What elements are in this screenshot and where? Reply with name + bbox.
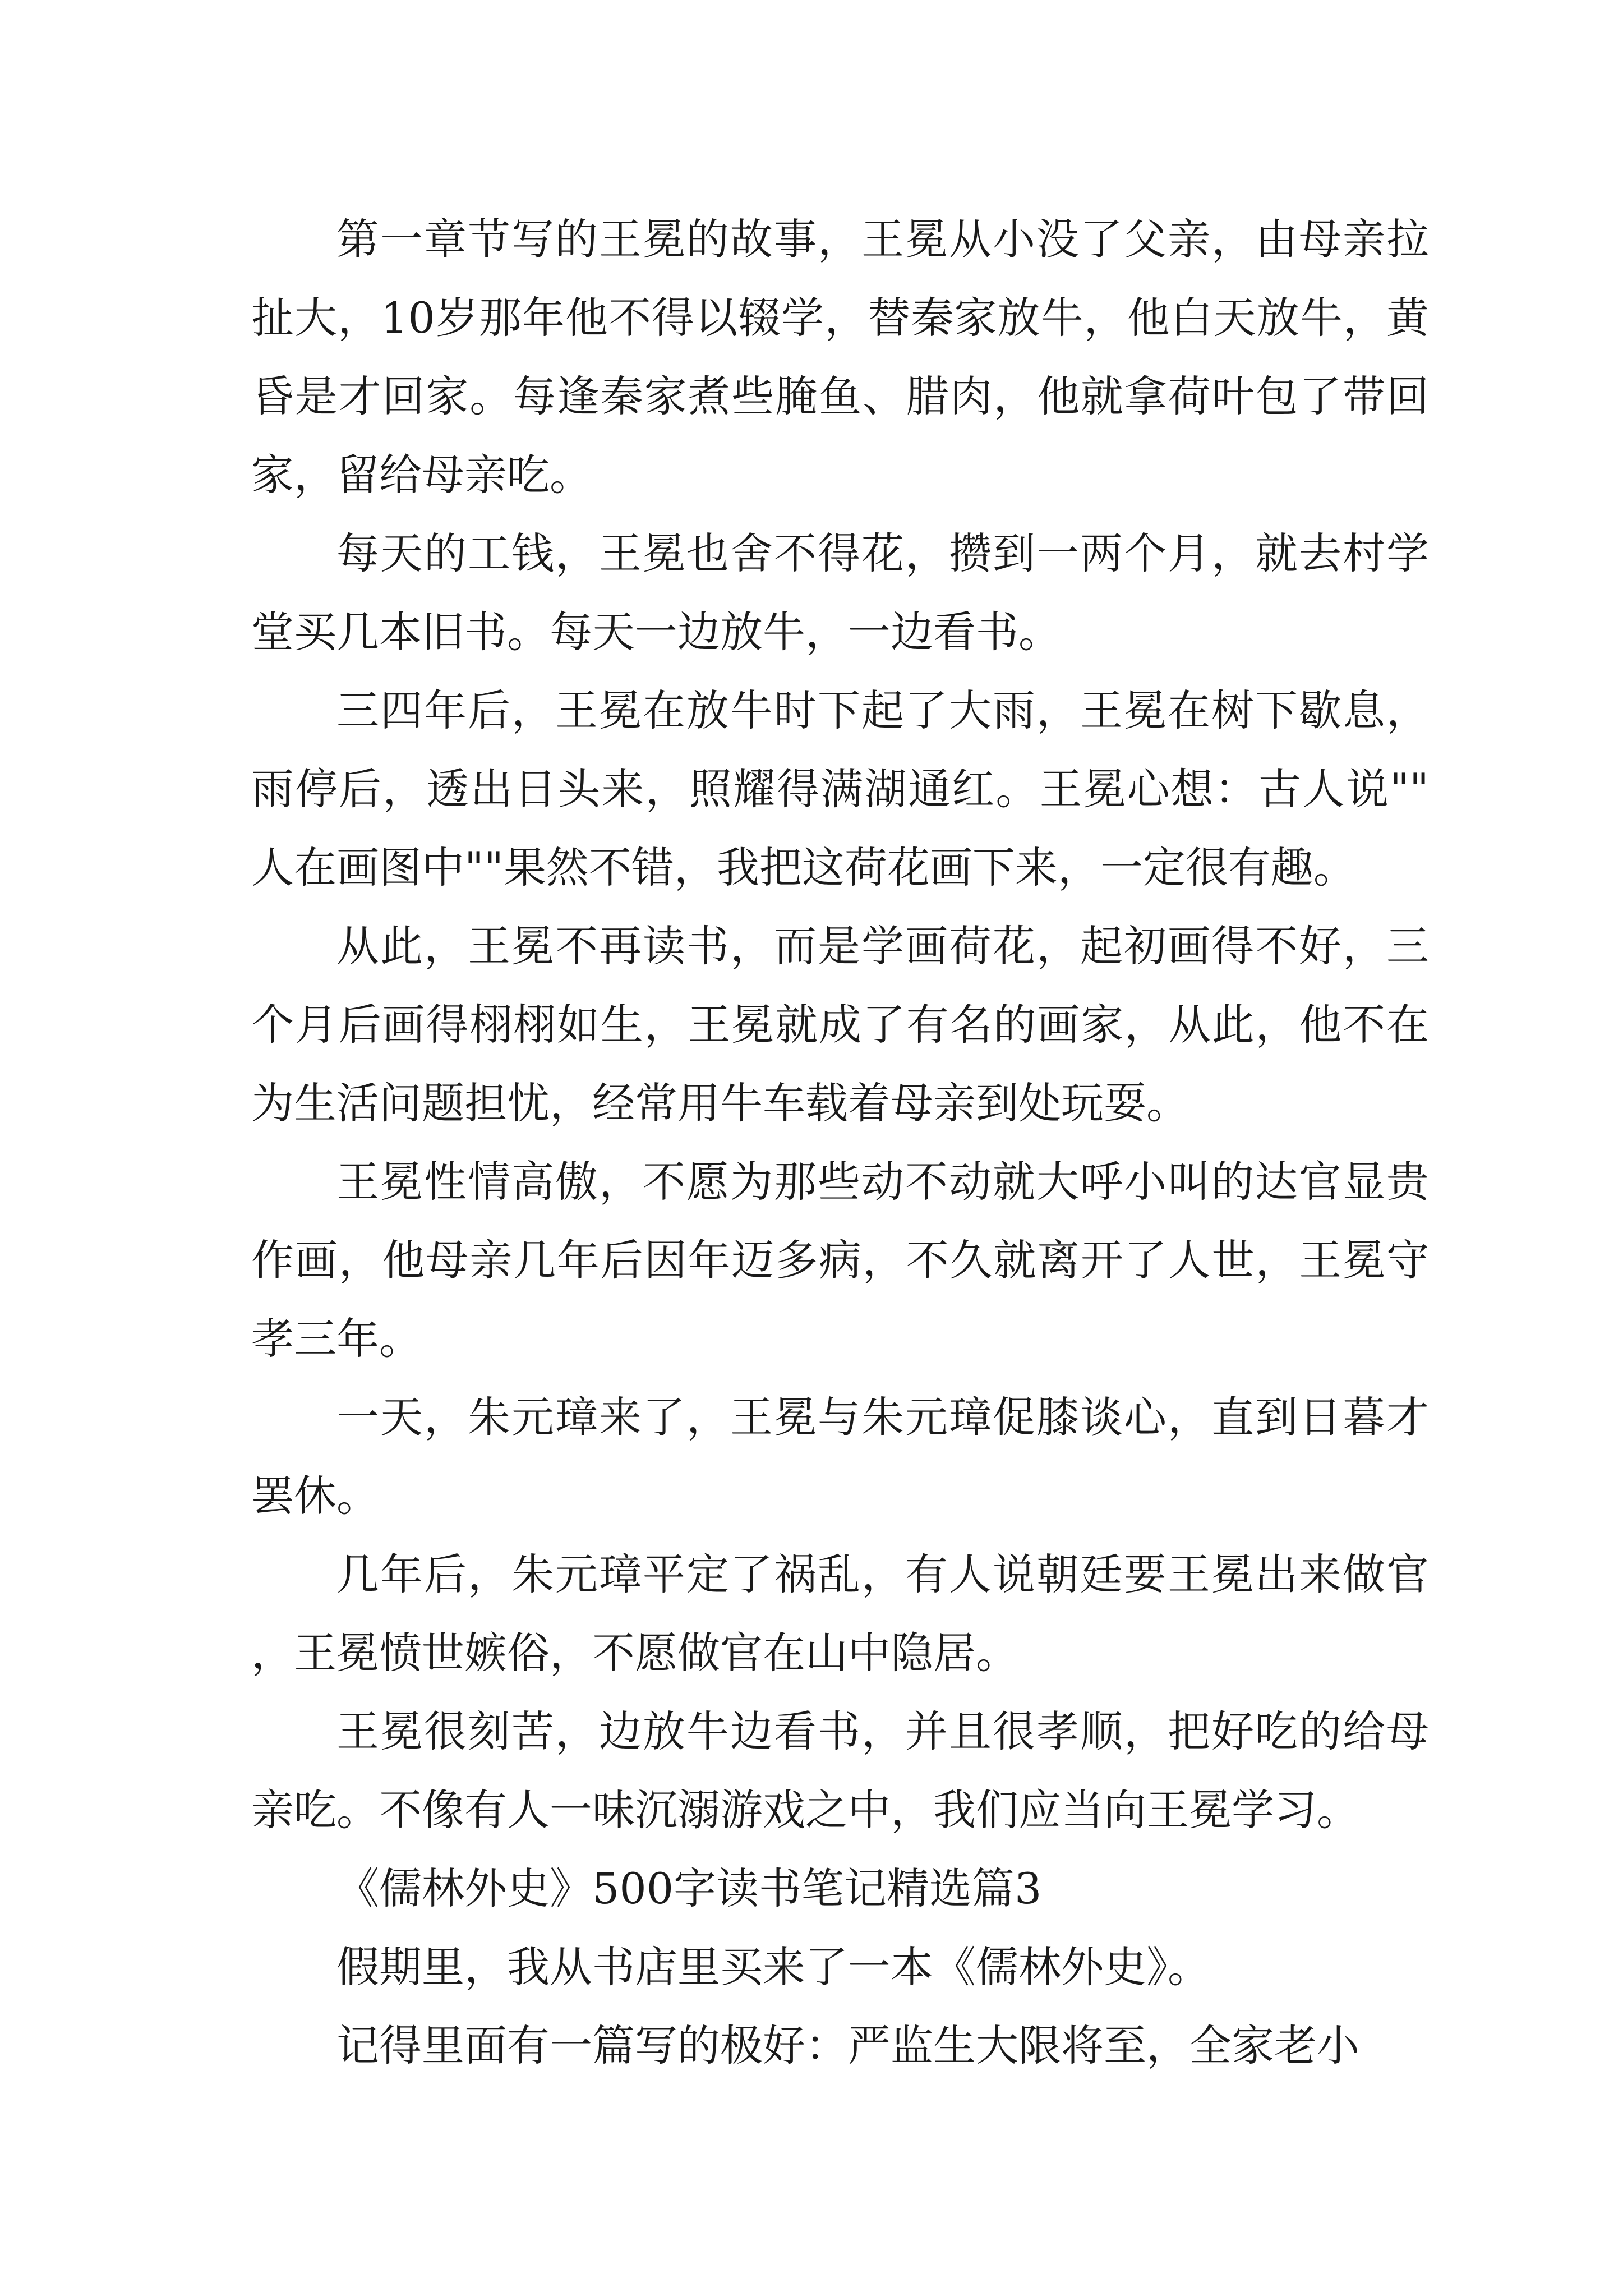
paragraph-10: 记得里面有一篇写的极好：严监生大限将至，全家老小 bbox=[336, 2021, 1359, 2070]
paragraph-4: 从此，王冕不再读书，而是学画荷花，起初画得不好，三个月后画得栩栩如生，王冕就成了有名的画家，从此，他不在为生活问题担忧，经常用牛车载着母亲到处玩耍。 bbox=[251, 921, 1429, 1128]
paragraph-2: 每天的工钱，王冕也舍不得花，攒到一两个月，就去村学堂买几本旧书。每天一边放牛，一边看书。 bbox=[251, 528, 1429, 657]
paragraph-7: 几年后，朱元璋平定了祸乱，有人说朝廷要王冕出来做官，王冕愤世嫉俗，不愿做官在山中隐居。 bbox=[251, 1549, 1429, 1678]
document-body bbox=[251, 200, 1429, 2085]
paragraph-3: 三四年后，王冕在放牛时下起了大雨，王冕在树下歇息，雨停后，透出日头来，照耀得满湖通红。王冕心想：古人说""人在画图中""果然不错，我把这荷花画下来，一定很有趣。 bbox=[251, 685, 1429, 892]
section-heading: 《儒林外史》500字读书笔记精选篇3 bbox=[336, 1864, 1042, 1913]
paragraph-8: 王冕很刻苦，边放牛边看书，并且很孝顺，把好吃的给母亲吃。不像有人一味沉溺游戏之中，我们应当向王冕学习。 bbox=[251, 1706, 1429, 1835]
paragraph-9: 假期里，我从书店里买来了一本《儒林外史》。 bbox=[336, 1942, 1210, 1992]
paragraph-1: 第一章节写的王冕的故事，王冕从小没了父亲，由母亲拉扯大，10岁那年他不得以辍学，替秦家放牛，他白天放牛，黄昏是才回家。每逢秦家煮些腌鱼、腊肉，他就拿荷叶包了带回家，留给母亲吃。 bbox=[251, 214, 1429, 500]
paragraph-6: 一天，朱元璋来了，王冕与朱元璋促膝谈心，直到日暮才罢休。 bbox=[251, 1392, 1429, 1521]
paragraph-5: 王冕性情高傲，不愿为那些动不动就大呼小叫的达官显贵作画，他母亲几年后因年迈多病，不久就离开了人世，王冕守孝三年。 bbox=[251, 1157, 1429, 1364]
